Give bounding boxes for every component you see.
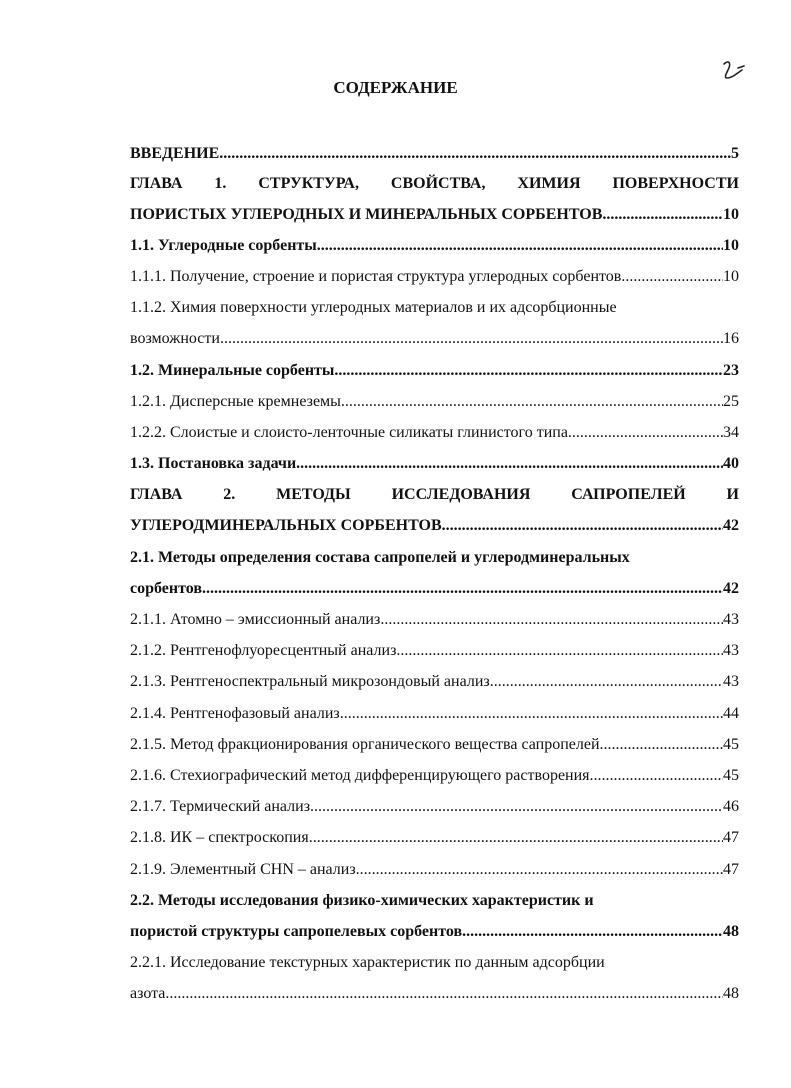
toc-page-number: 44 [723,705,739,722]
toc-entry-text: 2.1.6. Стехиографический метод дифференцирующего растворения [130,767,590,784]
toc-page-number: 43 [723,611,739,628]
toc-entry-text: 1.2. Минеральные сорбенты [130,362,335,379]
toc-page-number: 45 [723,736,739,753]
toc-page-number: 10 [723,237,739,254]
toc-entry-text: 2.1.4. Рентгенофазовый анализ [130,705,340,722]
toc-entry [130,421,739,445]
toc-entry-word: СТРУКТУРА, [258,175,359,192]
toc-entry [130,951,739,975]
toc-page-number: 23 [723,362,739,379]
toc-entry-text: 2.1.7. Термический анализ [130,798,311,815]
toc-entry [130,296,739,320]
toc-entry [130,920,739,944]
toc-entry-text: 2.2. Методы исследования физико-химических характеристик и [130,892,594,909]
dot-leader [310,795,723,819]
toc-entry [130,889,739,913]
dot-leader [219,142,731,166]
toc-entry [130,265,739,289]
toc-entry-word: МЕТОДЫ [276,486,351,503]
toc-entry-word: 1. [214,175,227,192]
dot-leader [590,764,723,788]
dot-leader [380,608,723,632]
toc-page-number: 10 [723,268,739,285]
toc-page-number: 40 [723,455,739,472]
dot-leader [396,639,723,663]
toc-entry [130,795,739,819]
toc-entry [130,452,739,476]
toc-entry-word: И [726,486,739,503]
toc-page-number: 43 [723,642,739,659]
toc-entry-text: ПОРИСТЫХ УГЛЕРОДНЫХ И МИНЕРАЛЬНЫХ СОРБЕНТОВ [130,206,603,223]
toc-entry-text: 1.3. Постановка задачи [130,455,297,472]
toc-entry-text: 1.2.1. Дисперсные кремнеземы [130,393,341,410]
toc-entry-text: 1.2.2. Слоистые и слоисто-ленточные силикаты глинистого типа [130,424,568,441]
toc-entry [130,172,739,196]
toc-entry-text: 2.1.9. Элементный CHN – анализ [130,861,356,878]
toc-entry [130,483,739,507]
toc-page-number: 5 [731,145,739,162]
toc-entry-text: сорбентов [130,580,202,597]
dot-leader [621,265,723,289]
toc-entry-text: 2.1. Методы определения состава сапропелей и углеродминеральных [130,549,630,566]
toc-entry [130,702,739,726]
toc-page-number: 10 [723,206,739,223]
toc-entry-word: ГЛАВА [130,486,183,503]
toc-page-number: 47 [723,861,739,878]
toc-page-number: 16 [723,330,739,347]
toc-page-number: 25 [723,393,739,410]
toc-entry [130,858,739,882]
toc-entry-text: 1.1.2. Химия поверхности углеродных материалов и их адсорбционные [130,299,617,316]
toc-entry-text: 2.1.1. Атомно – эмиссионный анализ [130,611,381,628]
toc-entry-text: 2.1.3. Рентгеноспектральный микрозондовый анализ [130,673,490,690]
toc-entry-text: 2.1.2. Рентгенофлуоресцентный анализ [130,642,397,659]
toc-entry [130,608,739,632]
toc-entry [130,546,739,570]
toc-entry-word: 2. [223,486,236,503]
toc-entry-text: возможности [130,330,220,347]
dot-leader [568,421,723,445]
toc-entry-text: 2.1.8. ИК – спектроскопия [130,829,309,846]
toc-page-number: 47 [723,829,739,846]
toc-page-number: 42 [723,517,739,534]
dot-leader [334,359,723,383]
toc-entry [130,577,739,601]
toc-entry [130,327,739,351]
dot-leader [462,920,723,944]
toc-page-number: 46 [723,798,739,815]
toc-entry-word: СВОЙСТВА, [390,175,486,192]
dot-leader [602,203,723,227]
dot-leader [317,234,723,258]
toc-entry-text: ВВЕДЕНИЕ [130,145,220,162]
toc-entry [130,826,739,850]
toc-entry-word: ХИМИЯ [517,175,581,192]
toc-entry [130,982,739,1006]
dot-leader [356,858,723,882]
dot-leader [309,826,723,850]
toc-entry-text: УГЛЕРОДМИНЕРАЛЬНЫХ СОРБЕНТОВ [130,517,442,534]
dot-leader [442,514,723,538]
toc-entry [130,142,739,166]
toc-entry [130,764,739,788]
toc-entry-text: пористой структуры сапропелевых сорбентов [130,923,463,940]
toc-entry-word: САПРОПЕЛЕЙ [571,486,686,503]
toc-entry-text: 1.1. Углеродные сорбенты [130,237,317,254]
toc-entry-word: ПОВЕРХНОСТИ [612,175,739,192]
dot-leader [296,452,723,476]
toc-entry [130,639,739,663]
page-title: СОДЕРЖАНИЕ [333,78,458,97]
toc-entry [130,390,739,414]
toc-entry-text: 2.2.1. Исследование текстурных характеристик по данным адсорбции [130,954,605,971]
toc-entry [130,203,739,227]
toc-entry [130,359,739,383]
toc-entry-word: ИССЛЕДОВАНИЯ [391,486,531,503]
toc-entry [130,514,739,538]
toc-entry [130,733,739,757]
toc-entry-text: 2.1.5. Метод фракционирования органического вещества сапропелей [130,736,600,753]
toc-page-number: 48 [723,985,739,1002]
dot-leader [220,327,723,351]
toc-entry-text: азота [130,985,166,1002]
toc-page-number: 48 [723,923,739,940]
toc-page-number: 45 [723,767,739,784]
dot-leader [340,702,723,726]
toc-page-number: 34 [723,424,739,441]
dot-leader [490,670,723,694]
toc-page-number: 42 [723,580,739,597]
toc-entry-word: ГЛАВА [130,175,183,192]
toc-entry-text: 1.1.1. Получение, строение и пористая структура углеродных сорбентов [130,268,622,285]
toc-page-number: 43 [723,673,739,690]
toc-entry [130,234,739,258]
dot-leader [165,982,723,1006]
dot-leader [600,733,723,757]
dot-leader [202,577,723,601]
toc-entry [130,670,739,694]
dot-leader [341,390,723,414]
